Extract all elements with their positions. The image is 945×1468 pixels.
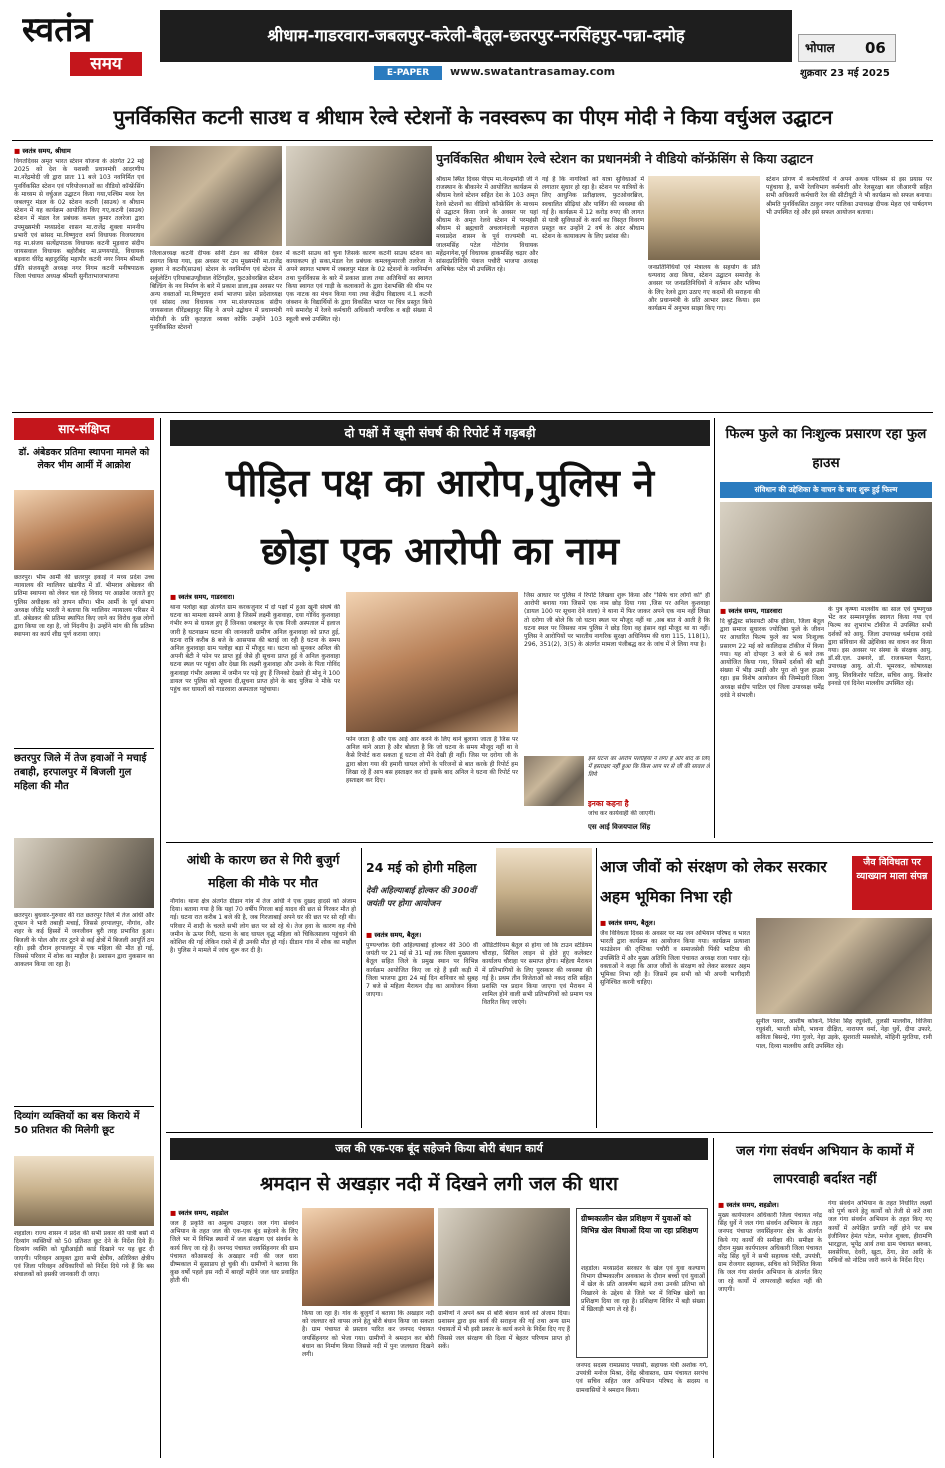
lead-col1: विगतदिवस अमृत भारत स्टेशन योजना के अंतर्गत 22 मई 2025 को देश के यशस्वी प्रधानमंत्री आदरणीय मा.नरेंद्रमोदी जी द्वारा प्रातः 11 बजे 103 नवनिर्मित एवं पुनर्विकसित स्टेशन एवं परियोजनाओं का वीडियो कॉन्फ्रेंसिंग के माध्यम से वर्चुअल उद्घाटन किया गया,पश्चिम मध्य रेल जबलपुर मंडल के 02 स्टेशन कटनी (साउथ) व श्रीधाम स्टेशन में यह कार्यक्रम आयोजित किए गए,कटनी (साउथ) स्टेशन में मंडल रेल प्रबंधक कमल कुमार तलरेजा द्वारा उपमुख्यमंत्री मध्यप्रदेश शासन मा.राजेंद्र शुक्ला माननीय प्रभारी एवं सांसद मा.विष्णुदत्त शर्मा विधायक विजयराघव गढ़ मा.संजय सत्येंद्रपाठक विधायक कटनी मुड़वारा संदीप जायसवाल विधायक बहोरीबंद मा.प्रणयपांडे, विधायक बड़वारा धीरेंद्र बहादुरसिंह महापौर कटनी नगर निगम श्रीमती प्रीति संजयसूरी अध्यक्ष नगर निगम कटनी मनीषपाठक जिला पंचायत अध्यक्ष श्रीमती सुनीताभाजभाजपा [14, 158, 144, 280]
edition-box [798, 34, 896, 62]
saar-rule-1 [14, 748, 154, 749]
shridham-col1: श्रीधाम स्थित दिवस पीएम मा.नेरन्द्रमोदी जी ने राजस्थान के बीकानेर में आयोजित कार्यक्रम से श्रीधाम रेलवे स्टेशन सहित देश के 103 अमृत रेलवे स्टेशनों का वीडियो कॉन्फ्रेंसिंग के माध्यम से उद्घाटन किया जाने के अवसर पर यहां श्रीधाम के अमृत रेलवे स्टेशन में परमहंसी श्रीधाम से ब्रह्मचारी अचलानंदजी महाराज मध्यप्रदेश शासन के पूर्व राज्यमंत्री मा. जालमसिंह पटेल गोटेगांव विधायक महेंद्रनागेश,पूर्व विधायक हाकमसिंह चढ़ार और सांसदप्रतिनिधि पंकज पचौरी भाजपा अध्यक्ष अभिषेक पटेल भी उपस्थित रहे। [436, 176, 538, 274]
police-quote-by: एस आई विजयपाल सिंह [588, 823, 651, 831]
section-rule-1 [12, 412, 933, 413]
bori-sports-box [576, 1208, 708, 1358]
masthead-cities: श्रीधाम-गाडरवारा-जबलपुर-करेली-बैतूल-छतरपुर-नरसिंहपुर-पन्ना-दमोह [160, 10, 792, 62]
jalganga-col1: मुख्य कार्यपालन अधिकारी जिला पंचायत नरेंद्र सिंह धुर्वे ने जल गंगा संवर्धन अभियान के तहत जनपद पंचायत जयसिंहनगर क्षेत्र के अंतर्गत किये गए कार्यों की समीक्षा की। समीक्षा के दौरान मुख्य कार्यपालन अधिकारी जिला पंचायत नरेंद्र सिंह धुर्वे ने सभी सहायक यंत्री, उपयंत्री, ग्राम रोजगार सहायक, सचिव को निर्देशित किया कि जल गंगा संवर्धन अभियान के अंतर्गत किए जा रहे कार्यों में लापरवाही बर्दाश्त नहीं की जाएगी। [718, 1212, 822, 1293]
bori-vrule [713, 1138, 714, 1458]
marathon-byline: ■ स्वतंत्र समय, बैतूल। [366, 930, 492, 940]
andhi-body: नौगांव। थाना क्षेत्र अंतर्गत ग्रीडान गांव में तेज आंधी ने एक दुखद हादसे को अंजाम दिया। बताया गया है कि यहां 70 वर्षीय गिरजा बाई यादव की छत से गिरकर मौत हो गई। घटना रात करीब 1 बजे की है, जब गिरजाबाई अपने घर की छत पर सो रही थी। परिवार में शादी के चलते सभी लोग छत पर सो रहे थे। तेज हवा के कारण वह नीचे जमीन के ऊपर गिरी, घटना के बाद घायल वृद्ध महिला को चिकित्सालय पहुंचाने की कोशिश की गई लेकिन रास्ते में ही उनकी मौत हो गई। ग्रीडान गांव में शोक का माहौल है। पुलिस ने मामले में जांच शुरू कर दी है। [170, 898, 356, 955]
police-byline: ■ स्वतंत्र समय, गाडरवारा। [170, 592, 340, 602]
bori-col2: किया जा रहा है। गांव के बुजुर्गों ने बताया कि अखड़ार नदी को जलधार को वापस लाने हेतु बोरी बंधान किया जा सकता है। ग्राम पंचायत से प्रस्ताव पारित कर जनपद पंचायत जयसिंहनगर को भेजा गया। ग्रामीणों ने श्रमदान कर बोरी बंधान का निर्माण किया जिससे नदी में पुनः जलधारा दिखने लगी। [302, 1310, 434, 1359]
phule-photo [720, 502, 932, 602]
lead-byline: ■ स्वतंत्र समय, श्रीधाम [14, 146, 144, 156]
marathon-headline: 24 मई को होगी महिला [366, 860, 477, 875]
shridham-col4: स्टेशन प्रांगण में कर्मचारियों ने अपने अथक परिश्रम से इस प्रयास पर पहुंचाया है, सभी रेलविभाग कर्मचारी और रेलसुरक्षा बल जीआरपी सहित सभी अधिकारी कर्मचारी रेल की सीटीयूटी ने भी कार्यक्रम को सफल बनाया। श्रीमति पुनर्विकसित ठाकुर नगर पालिका उपाध्यक्ष दीपक मेहरा एवं पार्षदगण भी उपस्थित रहे और इसे सफल आयोजन बताया। [766, 176, 932, 216]
logo-bottom: समय [70, 52, 142, 76]
masthead [0, 0, 945, 86]
jeev-col1: जैव विविधता दिवस के अवसर पर मप्र जन अभियान परिषद व भारत भारती द्वारा कार्यक्रम का आयोजन किया गया। कार्यक्रम प्रत्याशा फाउंडेशन की तृप्तिका पचौरी व समाजसेवी पिंकी भाटिया की उपस्थिति में और मुख्य अतिथि जिला पंचायत अध्यक्ष राजा पवार रहे। वक्ताओं ने कहा कि आज जीवों के संरक्षण को लेकर सरकार अहम भूमिका निभा रही है। जिसमें हम सभी को भी अपनी भागीदारी सुनिश्चित करनी चाहिए। [600, 930, 750, 987]
logo-top: स्वतंत्र [22, 10, 93, 50]
jeev-col2: सुनील पवार, आशीष कोकने, नितेश सिंह रघुवंशी, तुलसी मालवीय, विजिया रघुवंशी, भारती सोनी, भावना दीक्षित, नारायण वर्मा, नेहा धुर्वे, दीपा उफारे, कविता बिसन्द्रे, गंगा गुजरे, नेहा उइके, सुशराती मसकोले, मोहिनी मुरतिया, रानी पाल, दिव्या मालवीय आदि उपस्थित रहे। [756, 1018, 932, 1050]
police-col3: जिस आधार पर पुलिस ने रिपोर्ट लिखवा शुरू किया और "सिर्फ चार लोगों को" ही आरोपी बनाया गया जिसमें एक नाम छोड़ दिया गया ,जिस पर अनिल कुशवाहा (डायल 100 पर सूचना देने वाला) ने थाना में फिर जाकर अपने एक नाम नहीं लिखा तो दरोगा जी बोले कि जो घटना स्थल पर मौजूद नहीं था ,अब बात ये आती है कि घटना स्थल पर जिसका नाम पुलिस ने छोड़ दिया वह इंसान वहां मौजूद था या नहीं। पुलिस ने आरोपियों पर भारतीय नागरिक सुरक्षा अधिनियम की धारा 115, 118(1), 296, 351(2), 3(5) के अंतर्गत मामला पंजीबद्ध कर के जांच में ले लिया गया है। [524, 592, 710, 649]
saar-item3-body: शहडोल। राज्य शासन ने प्रदेश की सभी प्रकार की यात्री बसों में दिव्यांग व्यक्तियों को 50 प्रतिशत छूट देने के निर्देश दिये हैं। दिव्यांग व्यक्ति को यूडीआईडी कार्ड दिखाने पर यह छूट दी जाएगी। परिवहन आयुक्त द्वारा सभी क्षेत्रीय, अतिरिक्त क्षेत्रीय एवं जिला परिवहन अधिकारियों को निर्देश दिये गये हैं कि बस संचालकों को इसकी जानकारी दी जाए। [14, 1230, 154, 1279]
logo [22, 10, 152, 82]
saar-item1-headline: डॉ. अंबेडकर प्रतिमा स्थापना मामले को लेकर भीम आर्मी में आक्रोश [18, 447, 150, 471]
marathon-col2: ऑडिटोरियम बैतूल से होगा जो कि टाउन स्टेडियम चौराहा, सिविल लाइन से होते हुए कलेक्टर कार्यालय चौराहा पर समाप्त होगा। महिला मैराथन में प्रतिभागियों के लिए पुरस्कार की व्यवस्था की गई है। प्रथम तीन विजेताओं को नकद राशि सहित प्रशस्ति पत्र प्रदान किया जाएगा एवं मैराथन में शामिल होने वाली सभी प्रतिभागियों को प्रमाण पत्र वितरित किए जाएंगे। [482, 942, 592, 1007]
lead-photo-ceremony [150, 146, 282, 246]
bori-col1: जल है प्रकृति का अमूल्य उपहार। जल गंगा संवर्धन अभियान के तहत जल की एक-एक बूंद सहेजने के लिए जिले भर में विभिन्न स्थानों में जल संरक्षण एवं संवर्धन के कार्य किए जा रहे हैं। जनपद पंचायत जयसिंहनगर की ग्राम पंचायत कौआसरई के अखड़ार नदी की जल धारा ग्रीष्मकाल में सुसाप्राय हो चुकी थी। ग्रामीणों ने बताया कि कुछ वर्षों पहले इस नदी में बारहों महीने जल धार प्रवाहित होती थी। [170, 1220, 298, 1285]
saar-item3-headline: दिव्यांग व्यक्तियों का बस किराये में 50 प्रतिशत की मिलेगी छूट [14, 1111, 140, 1136]
police-kicker: दो पक्षों में खूनी संघर्ष की रिपोर्ट में गड़बड़ी [170, 420, 710, 446]
phule-byline: ■ स्वतंत्र समय, गाडरवारा [720, 606, 824, 616]
website-link[interactable]: www.swatantrasamay.com [450, 65, 616, 78]
issue-date: शुक्रवार 23 मई 2025 [800, 68, 890, 79]
phule-vrule [714, 418, 715, 838]
bori-byline: ■ स्वतंत्र समय, शहडोल [170, 1208, 298, 1218]
marathon-vrule [596, 848, 597, 1128]
police-headline-2: छोड़ा एक आरोपी का नाम [260, 529, 620, 573]
shridham-headline: पुनर्विकसित श्रीधाम रेल्वे स्टेशन का प्रधानमंत्री ने वीडियो कॉन्फ्रेंसिंग से किया उद्घाटन [436, 151, 813, 166]
marathon-subhead: देवी अहिल्याबाई होल्कर की 300वीं जयंती पर होगा आयोजन [366, 885, 476, 908]
jeev-byline: ■ स्वतंत्र समय, बैतूल। [600, 918, 720, 928]
bori-photo-1 [302, 1208, 434, 1306]
shridham-photo [648, 176, 760, 260]
jeev-side-label: जैव विविधता पर व्याख्यान माला संपन्न [852, 856, 932, 910]
saar-item1-body: छतरपुर। भीम आर्मी की छतरपुर इकाई ने मध्य प्रदेश उच्च न्यायालय की ग्वालियर खंडपीठ में डॉ. भीमराव अंबेडकर की प्रतिमा स्थापना को लेकर चल रहे विवाद पर आक्रोश जताते हुए पुलिस अधीक्षक को ज्ञापन सौंपा। भीम आर्मी के पूर्व संभाग अध्यक्ष जीतेंद्र भारती ने बताया कि ग्वालियर न्यायालय परिसर में डॉ. अंबेडकर की प्रतिमा स्थापित किए जाने का विरोध कुछ लोगों द्वारा किया जा रहा है, जो निंदनीय है। उन्होंने मांग की कि प्रतिमा स्थापना का कार्य शीघ्र पूर्ण कराया जाए। [14, 574, 154, 639]
saar-title: सार-संक्षिप्त [14, 418, 154, 440]
bori-box-headline: ग्रीष्मकालीन खेल प्रशिक्षण में युवाओं को विभिन्न खेल विधाओं दिया जा रहा प्रशिक्षण [581, 1214, 699, 1235]
police-quote-text: जांच कर कार्यवाही की जाएगी। [588, 810, 656, 817]
bori-kicker: जल की एक-एक बूंद सहेजने किया बोरी बंधान कार्य [170, 1138, 708, 1160]
jalganga-col2: गंगा संवर्धन अभियान के तहत निर्धारित लक्ष्यों को पूर्ण करने हेतु कार्यों को तेजी से करें तथा जल गंगा संवर्धन अभियान के तहत किए गए कार्यों में अपेक्षित प्रगति नहीं होने पर सब इंजीनियर हेमंत पटेल, मनोज शुक्ला, हीरामणि भारद्वाज, भूपेंद्र आर्य तथा ग्राम पंचायत बरुका, सवसेरिया, देवरी, खुटा, ठेंगा, डेरा आदि के सचिवों को नोटिस जारी करने के निर्देश दिए। [828, 1200, 932, 1265]
bori-col3: ग्रामीणों ने अपने श्रम से बोरी बंधान कार्य को अंजाम दिया। प्रशासन द्वारा इस कार्य की सराहना की गई तथा अन्य ग्राम पंचायतों में भी इसी प्रकार के कार्य करने के निर्देश दिए गए हैं जिससे जल संरक्षण की दिशा में बेहतर परिणाम प्राप्त हो सकें। [438, 1310, 570, 1350]
lead-headline: पुनर्विकसित कटनी साउथ व श्रीधाम रेल्वे स्टेशनों के नवस्वरूप का पीएम मोदी ने किया वर्चुअल उद्घाटन [113, 106, 833, 129]
police-quote-label: इनका कहना है [588, 799, 629, 808]
bori-col4: जनपद सदस्य रामप्रसाद पयासी, सहायक यंत्री अशोक गर्ग, उपयंत्री मनोज मिश्रा, देवेंद्र श्रीवास्तव, ग्राम पंचायत सरपंच एवं सचिव सहित जल अभियान परिषद के सदस्य व ग्रामवासियों ने श्रमदान किया। [576, 1362, 708, 1394]
police-headline-1: पीड़ित पक्ष का आरोप,पुलिस ने [225, 461, 655, 505]
saar-vrule [160, 418, 161, 1458]
police-col1: थाना पलोहा बड़ा अंतर्गत ग्राम करकजुनार में दो पक्षों में हुआ खूनी संघर्ष की घटना का मामला सामने आया है जिसमें लक्ष्मी कुशवाहा, दया गोविंद कुशवाहा गंभीर रूप से घायल हुए हैं जिनका जबलपुर के एक निजी अस्पताल में इलाज जारी है घटनाक्रम घटना की जानकारी ग्रामीण अनिल कुशवाहा को प्राप्त हुई, घटना रात्रि करीब 8 बजे के आसपास की बताई जा रही है घटना के समय अनिल कुशवाहा ग्राम पलोहा बड़ा में मौजूद था। घटना को सुनकर अनिल की अपनी बेटी ने फोन पर प्राप्त हुई जैसे ही सूचना प्राप्त हुई वे अनिल कुशवाहा घटना स्थल पर पहुंचा और देखा कि लक्ष्मी कुशवाहा और उनके के पिता गोविंद कुशवाहा गंभीर अवस्था में जमीन पर पड़े हुए हैं जिनको देखते ही मोनू ने 100 डायल पर पुलिस को सूचना दी,सूचना प्राप्त होने के बाद पुलिस ने मौके पर पहुंच कर घायलों को गाडरवारा अस्पताल पहुंचाया। [170, 604, 340, 694]
phule-col2: के पुत्र कृष्णा मालवीय का साल एवं पुष्पगुच्छ भेंट कर सम्मानपूर्वक स्वागत किया गया एवं फिल्म का शुभारंभ टॉकीज में उपस्थित सभी दर्शकों को आयु. जिला उपाध्यक्ष धर्मदास दवंडे द्वारा संविधान की उद्देशिका का वाचन कर किया गया। इस अवसर पर संस्था के संरक्षक आयु. डॉ.सी.एल. उबनारे, डॉ. राजकमल पैठारा, उपाध्यक्ष आयु. ओ.पी. भूमरकर, कोषाध्यक्ष आयु. शिवकिशोर पाटिल, सचिव आयु. किशोर इनवडे एवं दिनेश मालवीय उपस्थित रहे। [828, 606, 932, 687]
phule-headline: फिल्म फुले का निःशुल्क प्रसारण रहा फुल हाउस [725, 426, 927, 471]
section-rule-2 [166, 842, 933, 843]
shridham-col2: गई है कि नागरिकों को यात्रा सुविधाओं में लगातार सुधार हो रहा है। स्टेशन पर यात्रियों के लिए आधुनिक प्रतीक्षालय, फुटओवरब्रिज, स्वचालित सीढ़ियां और पार्किंग की व्यवस्था की गई है। कार्यक्रम में 12 करोड़ रुपए की लागत से यात्री सुविधाओं के कार्य का विस्तृत विवरण प्रस्तुत कर उन्होंने 2 वर्ष के अंदर श्रीधाम स्टेशन के कायाकल्प के लिए प्रशंसा की। [542, 176, 644, 241]
marathon-photo [496, 848, 592, 936]
phule-subhead: संविधान की उद्देशिका के वाचन के बाद शुरू हुई फिल्म [720, 482, 932, 498]
shridham-col3: जनप्रतिनिधियों एवं मंत्रालय के सहयोग के प्रति धन्यवाद अदा किया, स्टेशन उद्घाटन समारोह के अवसर पर जनप्रतिनिधियों ने वर्तमान और भविष्य के लिए रेलवे द्वारा उठाए गए कदमों की सराहना की और प्रधानमंत्री के प्रति आभार प्रकट किया। इस कार्यक्रम में अनुभव साझा किए गए। [648, 264, 760, 313]
bori-photo-2 [438, 1208, 570, 1306]
phule-col1: दि बुद्धिस्ट सोसायटी ऑफ इंडिया, जिला बैतूल द्वारा समाज सुधारक ज्योतिबा फुले के जीवन पर आधारित फिल्म फुले का भव्य निःशुल्क प्रसारण 22 मई को कालिदास टॉकीज में किया गया। यह शो दोपहर 3 बजे से 6 बजे तक आयोजित किया गया, जिसमें दर्शकों की बड़ी संख्या में भीड़ उमड़ी और पूरा शो फुल हाउस रहा। इस विशेष आयोजन की जिम्मेदारी जिला अध्यक्ष संदीप पाटिल एवं जिला उपाध्यक्ष धर्मेंद्र दवंडे ने संभाली। [720, 618, 824, 699]
andhi-headline: आंधी के कारण छत से गिरी बुजुर्ग महिला की मौके पर मौत [186, 852, 340, 890]
police-col2: फोन जाता है और एक आई आर करने के लिए थाने बुलाया जाता है जिस पर अनिल थाने आता है और बोलता है कि जो घटना के समय मौजूद नहीं था वे कैसे रिपोर्ट करा सकता हूं घटना तो मैंने देखी ही नहीं। जिस पर दरोगा जी के द्वारा बोला गया की हमारी घायल लोगों के परिजनों से बात करके ही रिपोर्ट हम लिखा रहे हैं आप बस हस्ताक्षर कर दो इसके बाद अनिल ने घटना की रिपोर्ट पर हस्ताक्षर कर दिए। [346, 736, 518, 785]
saar-item2-photo [14, 838, 154, 908]
section-rule-3 [166, 1132, 933, 1133]
lead-col2: जिलाअध्यक्ष कटनी दीपक सोनी टंडन का सेंथिल देकर स्वागत किया गया, इस अवसर पर उप मुख्यमंत्री मा.राजेंद्र शुक्ला ने कटनी(साउथ) स्टेशन के नवनिर्माण एवं स्टेशन में सर्कुलेटिंग एरियाबाउण्ड्रीवाल वेटिंगहॉल, फुटओवरब्रिज स्टेशन बिल्डिंग के नव निर्माण के बारे में प्रकाश डाला,इस अवसर पर अन्य वक्ताओं मा.विष्णुदत्त शर्मा भाजपा प्रदेश प्रदेशाध्यक्ष एवं सांसद तथा विधायक गण मा.संजयपाठक संदीप जायसवाल धीरेंद्रबहादुर सिंह ने अपने उद्बोधन में प्रधानमंत्री मोदीजी के प्रति कृतज्ञता व्यक्त कोकि उन्होंने 103 पुनर्विकसित स्टेशनों [150, 250, 282, 331]
lead-col3: में कटनी साउथ को चुना जिसके कारण कटनी साउथ स्टेशन का कायाकल्प हो सका,मंडल रेल प्रबंधक कमलकुमारजी तलरेजा ने अपने स्वागत भाषण में जबलपुर मंडल के 02 स्टेशनों के नवनिर्माण तथा पुनर्विकास के बारे में प्रकाश डाला तथा अतिथियों का स्वागत किया स्वागत एवं गाड़ी के कलाकारों के द्वारा देशभक्ति की थीम पर एक नाटक का मंचन किया गया तथा केंद्रीय विद्यालय नं.1 कटनी जंक्शन के विद्यार्थियों के द्वारा विकसित भारत पर चित्र प्रस्तुत किये गये समारोह में रेलवे कर्मचारी अधिकारी नागरिक व बड़ी संख्या में स्कूली बच्चे उपस्थित रहे। [286, 250, 432, 323]
saar-item2-body: छतरपुर। बुधवार-गुरुवार की रात छतरपुर जिले में तेज आंधी और तूफान ने भारी तबाही मचाई, जिससे हरपालपुर, नौगांव, और शहर के कई हिस्सों में जनजीवन बुरी तरह प्रभावित हुआ। बिजली के पोल और तार टूटने से कई क्षेत्रों में बिजली आपूर्ति ठप रही। इसी दौरान हरपालपुर में एक महिला की मौत हो गई, जिससे परिवार में शोक का माहौल है। प्रशासन द्वारा नुकसान का आकलन किया जा रहा है। [14, 912, 154, 969]
jalganga-headline: जल गंगा संवर्धन अभियान के कामों में लापरवाही बर्दाश्त नहीं [736, 1144, 914, 1187]
jeev-photo [756, 918, 932, 1014]
page-number: 06 [865, 39, 886, 57]
bori-box-body: शहडोल। मध्यप्रदेश सरकार के खेल एवं युवा कल्याण विभाग ग्रीष्मकालीन अवकाश के दौरान बच्चों एवं युवाओं में खेल के प्रति आकर्षण बढ़ाने तथा उनकी प्रतिभा को निखारने के उद्देश्य से जिले भर में विभिन्न खेलों का प्रशिक्षण दिया जा रहा है। प्रशिक्षण शिविर में बड़ी संख्या में खिलाड़ी भाग ले रहे हैं। [581, 1265, 705, 1314]
edition-name: भोपाल [805, 41, 835, 55]
epaper-badge: E-PAPER [374, 66, 442, 80]
jalganga-byline: ■ स्वतंत्र समय, शहडोल। [718, 1200, 822, 1210]
police-photo-victim [524, 756, 584, 806]
lead-rule [12, 140, 933, 141]
saar-item1-photo [14, 490, 154, 570]
bori-headline: श्रमदान से अखड़ार नदी में दिखने लगी जल की धारा [260, 1173, 618, 1195]
andhi-vrule [361, 848, 362, 1128]
saar-item3-photo-bus [14, 1156, 154, 1226]
jeev-headline: आज जीवों को संरक्षण को लेकर सरकार अहम भूमिका निभा रही [600, 858, 827, 906]
police-photo-injured [346, 592, 518, 732]
police-photo-caption: इस घटना का आरोप पलोहिया ने लगा है और बाद के लिए में हस्ताक्षर नहीं हुआ कि किस आप पर से जी की सावल लें लिये [588, 756, 710, 778]
saar-rule-2 [14, 1106, 154, 1107]
marathon-col1: पुण्यश्लोक देवी अहिल्याबाई होल्कर की 300 वीं जयंती पर 21 मई से 31 मई तक जिला मुख्यालय बैतूल सहित जिले के प्रमुख स्थान पर विभिन्न कार्यक्रम आयोजित किए जा रहे हैं इसी कड़ी में जिला भाजपा द्वारा 24 मई दिन शनिवार को सुबह 7 बजे से महिला मैराथन दौड़ का आयोजन किया जाएगा। [366, 942, 478, 999]
saar-item2-headline: छतरपुर जिले में तेज हवाओं ने मचाई तबाही, हरपालपुर में बिजली गुल महिला की मौत [14, 753, 147, 792]
lead-photo-dignitaries [286, 146, 432, 246]
